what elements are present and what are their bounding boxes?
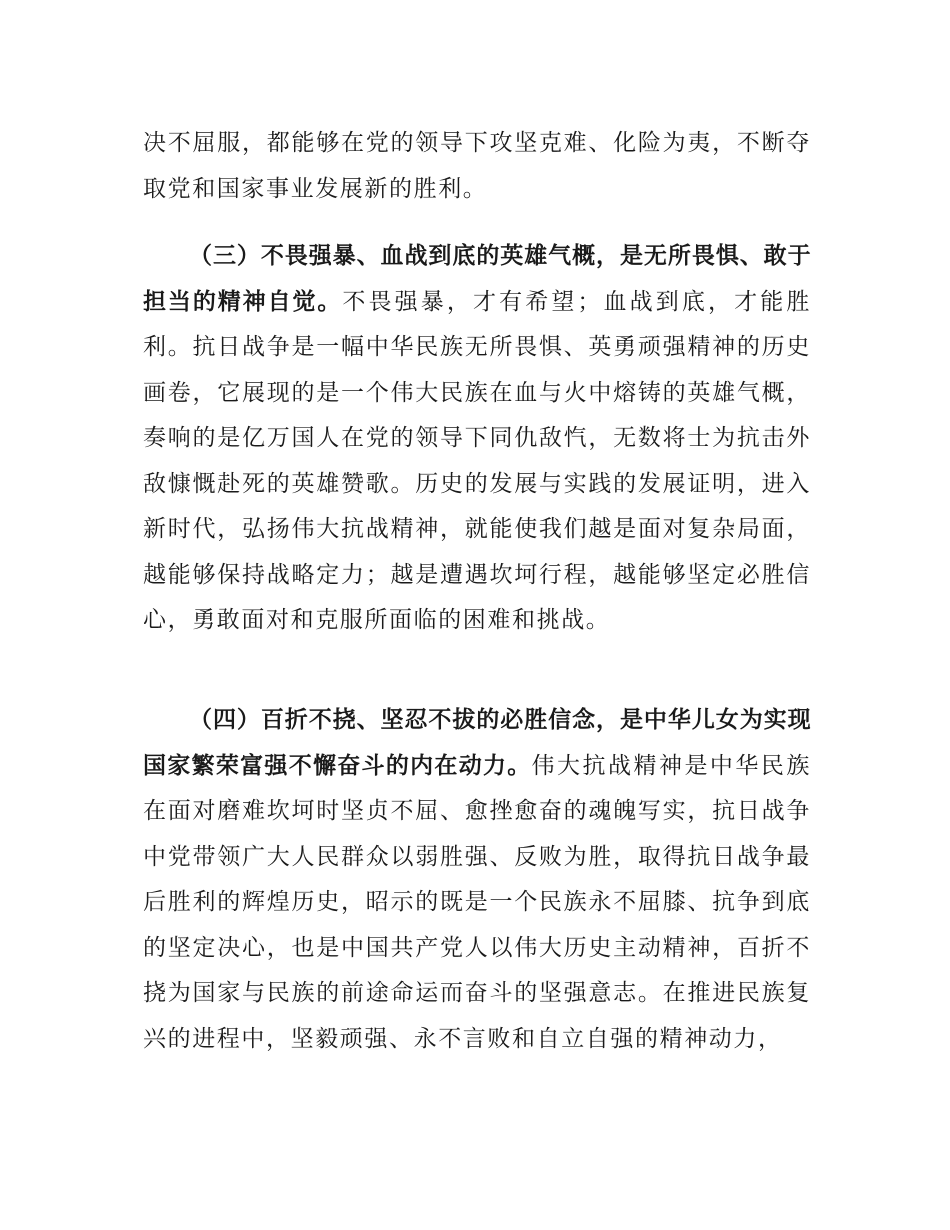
section-heading-4: （四）百折不挠、坚忍不拔的必胜信念，是中华儿女为实现国家繁荣富强不懈奋斗的内在动力。 [143,707,811,779]
paragraph-body: 决不屈服，都能够在党的领导下攻坚克难、化险为夷，不断夺取党和国家事业发展新的胜利。 [143,130,811,202]
paragraph-continuation [143,121,811,212]
paragraph-body: 伟大抗战精神是中华民族在面对磨难坎坷时坚贞不屈、愈挫愈奋的魂魄写实，抗日战争中党带领广大人民群众以弱胜强、反败为胜，取得抗日战争最后胜利的辉煌历史，昭示的既是一个民族永不屈膝、抗争到底的坚定决心，也是中国共产党人以伟大历史主动精神，百折不挠为国家与民族的前途命运而奋斗的坚强意志。在推进民族复兴的进程中，坚毅顽强、永不言败和自立自强的精神动力， [143,752,811,1052]
paragraph-section-4 [143,698,811,1062]
section-heading-3: （三）不畏强暴、血战到底的英雄气概，是无所畏惧、敢于担当的精神自觉。 [143,243,811,315]
paragraph-section-3 [143,234,811,644]
paragraph-body: 不畏强暴，才有希望；血战到底，才能胜利。抗日战争是一幅中华民族无所畏惧、英勇顽强精神的历史画卷，它展现的是一个伟大民族在血与火中熔铸的英雄气概，奏响的是亿万国人在党的领导下同仇敌忾，无数将士为抗击外敌慷慨赴死的英雄赞歌。历史的发展与实践的发展证明，进入新时代，弘扬伟大抗战精神，就能使我们越是面对复杂局面，越能够保持战略定力；越是遭遇坎坷行程，越能够坚定必胜信心，勇敢面对和克服所面临的困难和挑战。 [143,288,811,633]
